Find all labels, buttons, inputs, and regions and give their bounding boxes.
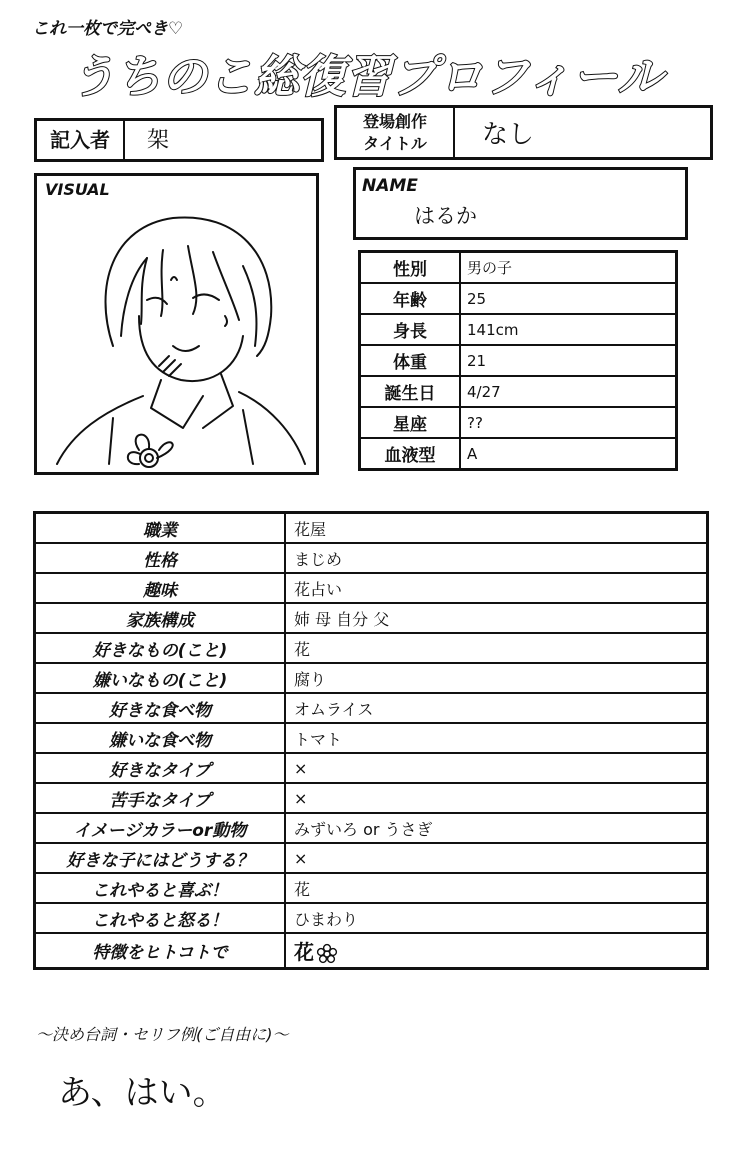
work-title-label-line2: タイトル (363, 134, 427, 153)
detail-row (35, 633, 708, 663)
detail-label: これやると喜ぶ！ (35, 873, 286, 903)
detail-value: ひまわり (285, 903, 708, 933)
detail-label: 職業 (35, 513, 286, 544)
detail-value: × (285, 753, 708, 783)
info-label: 星座 (360, 407, 461, 438)
info-value: 4/27 (460, 376, 677, 407)
detail-value: 花 (285, 633, 708, 663)
info-row (360, 283, 677, 314)
detail-label: 性格 (35, 543, 286, 573)
info-value: ?? (460, 407, 677, 438)
detail-value: 花屋 (285, 513, 708, 544)
detail-value-cell (285, 933, 708, 969)
info-value: 男の子 (460, 252, 677, 284)
author-value: 架 (147, 128, 170, 153)
detail-label: 好きなもの(こと) (35, 633, 286, 663)
detail-value: まじめ (285, 543, 708, 573)
info-label: 性別 (360, 252, 461, 284)
detail-label: 苦手なタイプ (35, 783, 286, 813)
info-value: 141cm (460, 314, 677, 345)
info-label: 身長 (360, 314, 461, 345)
detail-label: 好きな子にはどうする？ (35, 843, 286, 873)
info-row (360, 314, 677, 345)
info-label: 体重 (360, 345, 461, 376)
detail-row (35, 783, 708, 813)
detail-value: × (285, 783, 708, 813)
detail-value: 花占い (285, 573, 708, 603)
flower-icon (316, 943, 338, 965)
detail-row (35, 513, 708, 544)
detail-row (35, 603, 708, 633)
name-field (353, 167, 688, 240)
detail-value: 花 (285, 873, 708, 903)
detail-value: みずいろ or うさぎ (285, 813, 708, 843)
detail-label: 嫌いな食べ物 (35, 723, 286, 753)
info-row (360, 438, 677, 470)
detail-row (35, 873, 708, 903)
detail-row (35, 663, 708, 693)
info-value: 21 (460, 345, 677, 376)
author-field (34, 118, 324, 162)
detail-label: これやると怒る！ (35, 903, 286, 933)
detail-row (35, 693, 708, 723)
visual-label: VISUAL (45, 180, 110, 199)
detail-row (35, 723, 708, 753)
author-label: 記入者 (37, 121, 125, 159)
basic-info-table (358, 250, 678, 471)
info-value: A (460, 438, 677, 470)
info-value: 25 (460, 283, 677, 314)
work-title-label-line1: 登場創作 (362, 112, 427, 131)
sheet-subtitle: これ一枚で完ぺき♡ (32, 19, 184, 39)
detail-value: オムライス (285, 693, 708, 723)
detail-row (35, 573, 708, 603)
info-row (360, 407, 677, 438)
detail-label: イメージカラーor動物 (35, 813, 286, 843)
name-value: はるか (414, 204, 477, 228)
info-row (360, 345, 677, 376)
detail-label: 嫌いなもの(こと) (35, 663, 286, 693)
detail-row (35, 843, 708, 873)
info-label: 年齢 (360, 283, 461, 314)
detail-value: 花 (294, 939, 314, 964)
detail-table (33, 511, 709, 970)
detail-label: 好きなタイプ (35, 753, 286, 783)
info-label: 誕生日 (360, 376, 461, 407)
work-title-field (334, 105, 713, 160)
info-row (360, 252, 677, 284)
detail-row (35, 543, 708, 573)
work-title-value: なし (482, 120, 535, 150)
info-label: 血液型 (360, 438, 461, 470)
detail-label: 特徴をヒトコトで (35, 933, 286, 969)
visual-panel (34, 173, 319, 475)
sheet-title: うちのこ総復習プロフィール (70, 50, 664, 103)
name-label: NAME (362, 176, 418, 196)
detail-value: 腐り (285, 663, 708, 693)
detail-label: 趣味 (35, 573, 286, 603)
detail-value: 姉 母 自分 父 (285, 603, 708, 633)
detail-label: 好きな食べ物 (35, 693, 286, 723)
detail-value: トマト (285, 723, 708, 753)
character-sketch (43, 196, 311, 468)
info-row (360, 376, 677, 407)
detail-label: 家族構成 (35, 603, 286, 633)
detail-row (35, 903, 708, 933)
detail-row (35, 813, 708, 843)
quote-value: あ、はい。 (58, 1073, 227, 1113)
quote-label: 〜決め台詞・セリフ例(ご自由に)〜 (36, 1025, 289, 1044)
detail-value: × (285, 843, 708, 873)
detail-row (35, 753, 708, 783)
detail-row (35, 933, 708, 969)
work-title-label (337, 108, 455, 157)
